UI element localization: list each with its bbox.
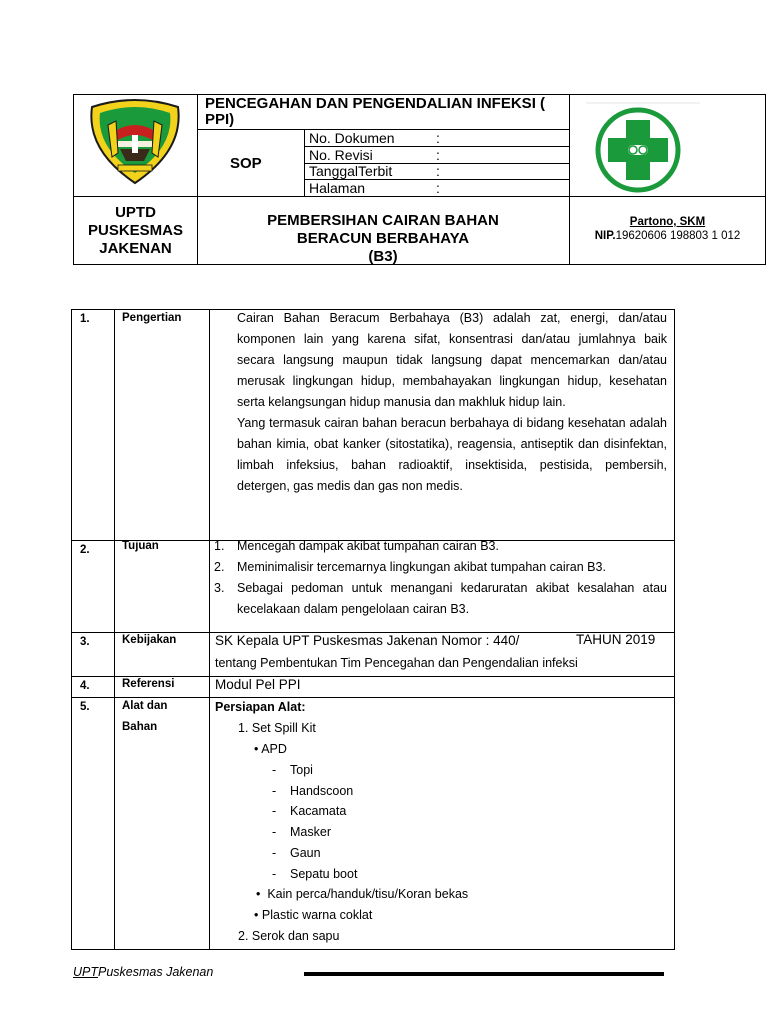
main-title-line: PEMBERSIHAN CAIRAN BAHAN [267,212,499,229]
dash-item-text: Kacamata [290,804,347,818]
bullet-text: Kain perca/handuk/tisu/Koran bekas [267,887,469,901]
dash-icon: - [272,763,277,777]
list-number: 3. [214,581,225,595]
regency-logo-icon [74,95,197,196]
header-divider [74,196,766,197]
doc-row-label: Halaman [309,180,366,196]
row-label: Referensi [122,678,175,690]
org-line: UPTD [115,204,156,221]
signatory-name: Partono, SKM [629,216,706,228]
dash-item-text: Sepatu boot [290,867,358,881]
list-number: 2. [214,560,225,574]
row-label: Tujuan [122,540,159,552]
dash-item [272,804,276,818]
bullet-item [254,742,287,756]
row-number: 3. [80,636,90,648]
main-title-line: (B3) [368,248,398,265]
doc-row-colon: : [436,130,440,146]
list-text: Meminimalisir tercemarnya lingkungan akibat tumpahan cairan B3. [237,560,606,574]
row-number: 1. [80,313,90,325]
equipment-item: 1. Set Spill Kit [238,721,316,735]
preparation-heading: Persiapan Alat: [215,700,306,714]
row-label [122,696,167,738]
bullet-item [254,908,372,922]
organization-name [74,204,197,258]
policy-line: tentang Pembentukan Tim Pencegahan dan Pengendalian infeksi [215,656,578,670]
sop-content-table [71,309,675,950]
dash-icon: - [272,804,277,818]
bullet-icon: • [254,908,259,922]
page-footer [73,965,213,979]
doc-row-colon: : [436,147,440,163]
footer-rule [304,972,664,976]
org-line: JAKENAN [99,240,172,257]
column-divider [114,310,115,949]
dash-item [272,825,276,839]
doc-row-label: No. Dokumen [309,130,395,146]
dash-item-text: Masker [290,825,331,839]
row-label: Kebijakan [122,634,177,646]
bullet-text: Plastic warna coklat [261,908,373,922]
doc-row-label: TanggalTerbit [309,163,393,179]
document-header-table [73,94,766,265]
column-divider [209,310,210,949]
dash-icon: - [272,846,277,860]
paragraph: Cairan Bahan Beracum Berbahaya (B3) adalah zat, energi, dan/atau komponen lain yang karena sifat, konsentrasi dan/atau jumlahnya baik secara langsung maupun tidak langsung dapat mencemarkan dan/atau merusak lingkungan hidup, membahayakan lingkungan hidup, kesehatan serta kelangsungan hidup manusia dan makhluk hidup lain. [237,311,667,409]
signatory-nip [569,230,766,242]
reference-text: Modul Pel PPI [215,677,301,692]
dash-item [272,763,276,777]
list-text: Mencegah dampak akibat tumpahan cairan B3. [237,539,499,553]
dash-icon: - [272,825,277,839]
row-number: 4. [80,680,90,692]
equipment-item: 2. Serok dan sapu [238,929,340,943]
doc-row-label: No. Revisi [309,147,373,163]
regency-logo [74,95,197,196]
footer-text: Puskesmas Jakenan [98,965,214,979]
dash-icon: - [272,867,277,881]
list-text: Sebagai pedoman untuk menangani kedaruratan akibat kesalahan atau kecelakaan dalam pengelolaan cairan B3. [237,581,667,616]
dash-item-text: Gaun [290,846,321,860]
bullet-text: APD [261,742,287,756]
dash-item [272,784,276,798]
list-number: 1. [214,539,225,553]
header-title: PENCEGAHAN DAN PENGENDALIAN INFEKSI ( PPI) [205,95,546,128]
org-line: PUSKESMAS [87,222,184,239]
footer-underlined: UPT [73,965,98,979]
bullet-icon: • [254,742,259,756]
puskesmas-logo [570,95,766,196]
row-number: 2. [80,544,90,556]
nip-label: NIP. [594,230,616,242]
bullet-icon: • [256,887,261,901]
row-label-line: Bahan [122,721,158,733]
dash-item-text: Handscoon [290,784,354,798]
green-cross-icon [570,95,766,196]
bullet-item [256,887,468,901]
main-title-line: BERACUN BERBAHAYA [296,230,470,247]
header-divider [304,129,305,196]
paragraph: Yang termasuk cairan bahan beracun berbahaya di bidang kesehatan adalah bahan kimia, obat kanker (sitostatika), reagensia, antiseptik dan disinfektan, limbah infeksius, bahan radioaktif, insektisida, pestisida, pembersih, detergen, gas medis dan gas non medis. [237,416,667,493]
dash-icon: - [272,784,277,798]
doc-row-colon: : [436,180,440,196]
sop-label: SOP [230,155,262,172]
row-number: 5. [80,701,90,713]
pengertian-text [237,308,667,497]
row-label-line: Alat dan [122,700,168,712]
policy-line: SK Kepala UPT Puskesmas Jakenan Nomor : 440/ [215,633,520,648]
doc-row-colon: : [436,163,440,179]
dash-item [272,867,276,881]
nip-value: 19620606 198803 1 012 [615,230,741,242]
row-label: Pengertian [122,312,182,324]
sop-main-title [198,212,568,266]
dash-item-text: Topi [290,763,313,777]
dash-item [272,846,276,860]
policy-year: TAHUN 2019 [576,632,656,647]
